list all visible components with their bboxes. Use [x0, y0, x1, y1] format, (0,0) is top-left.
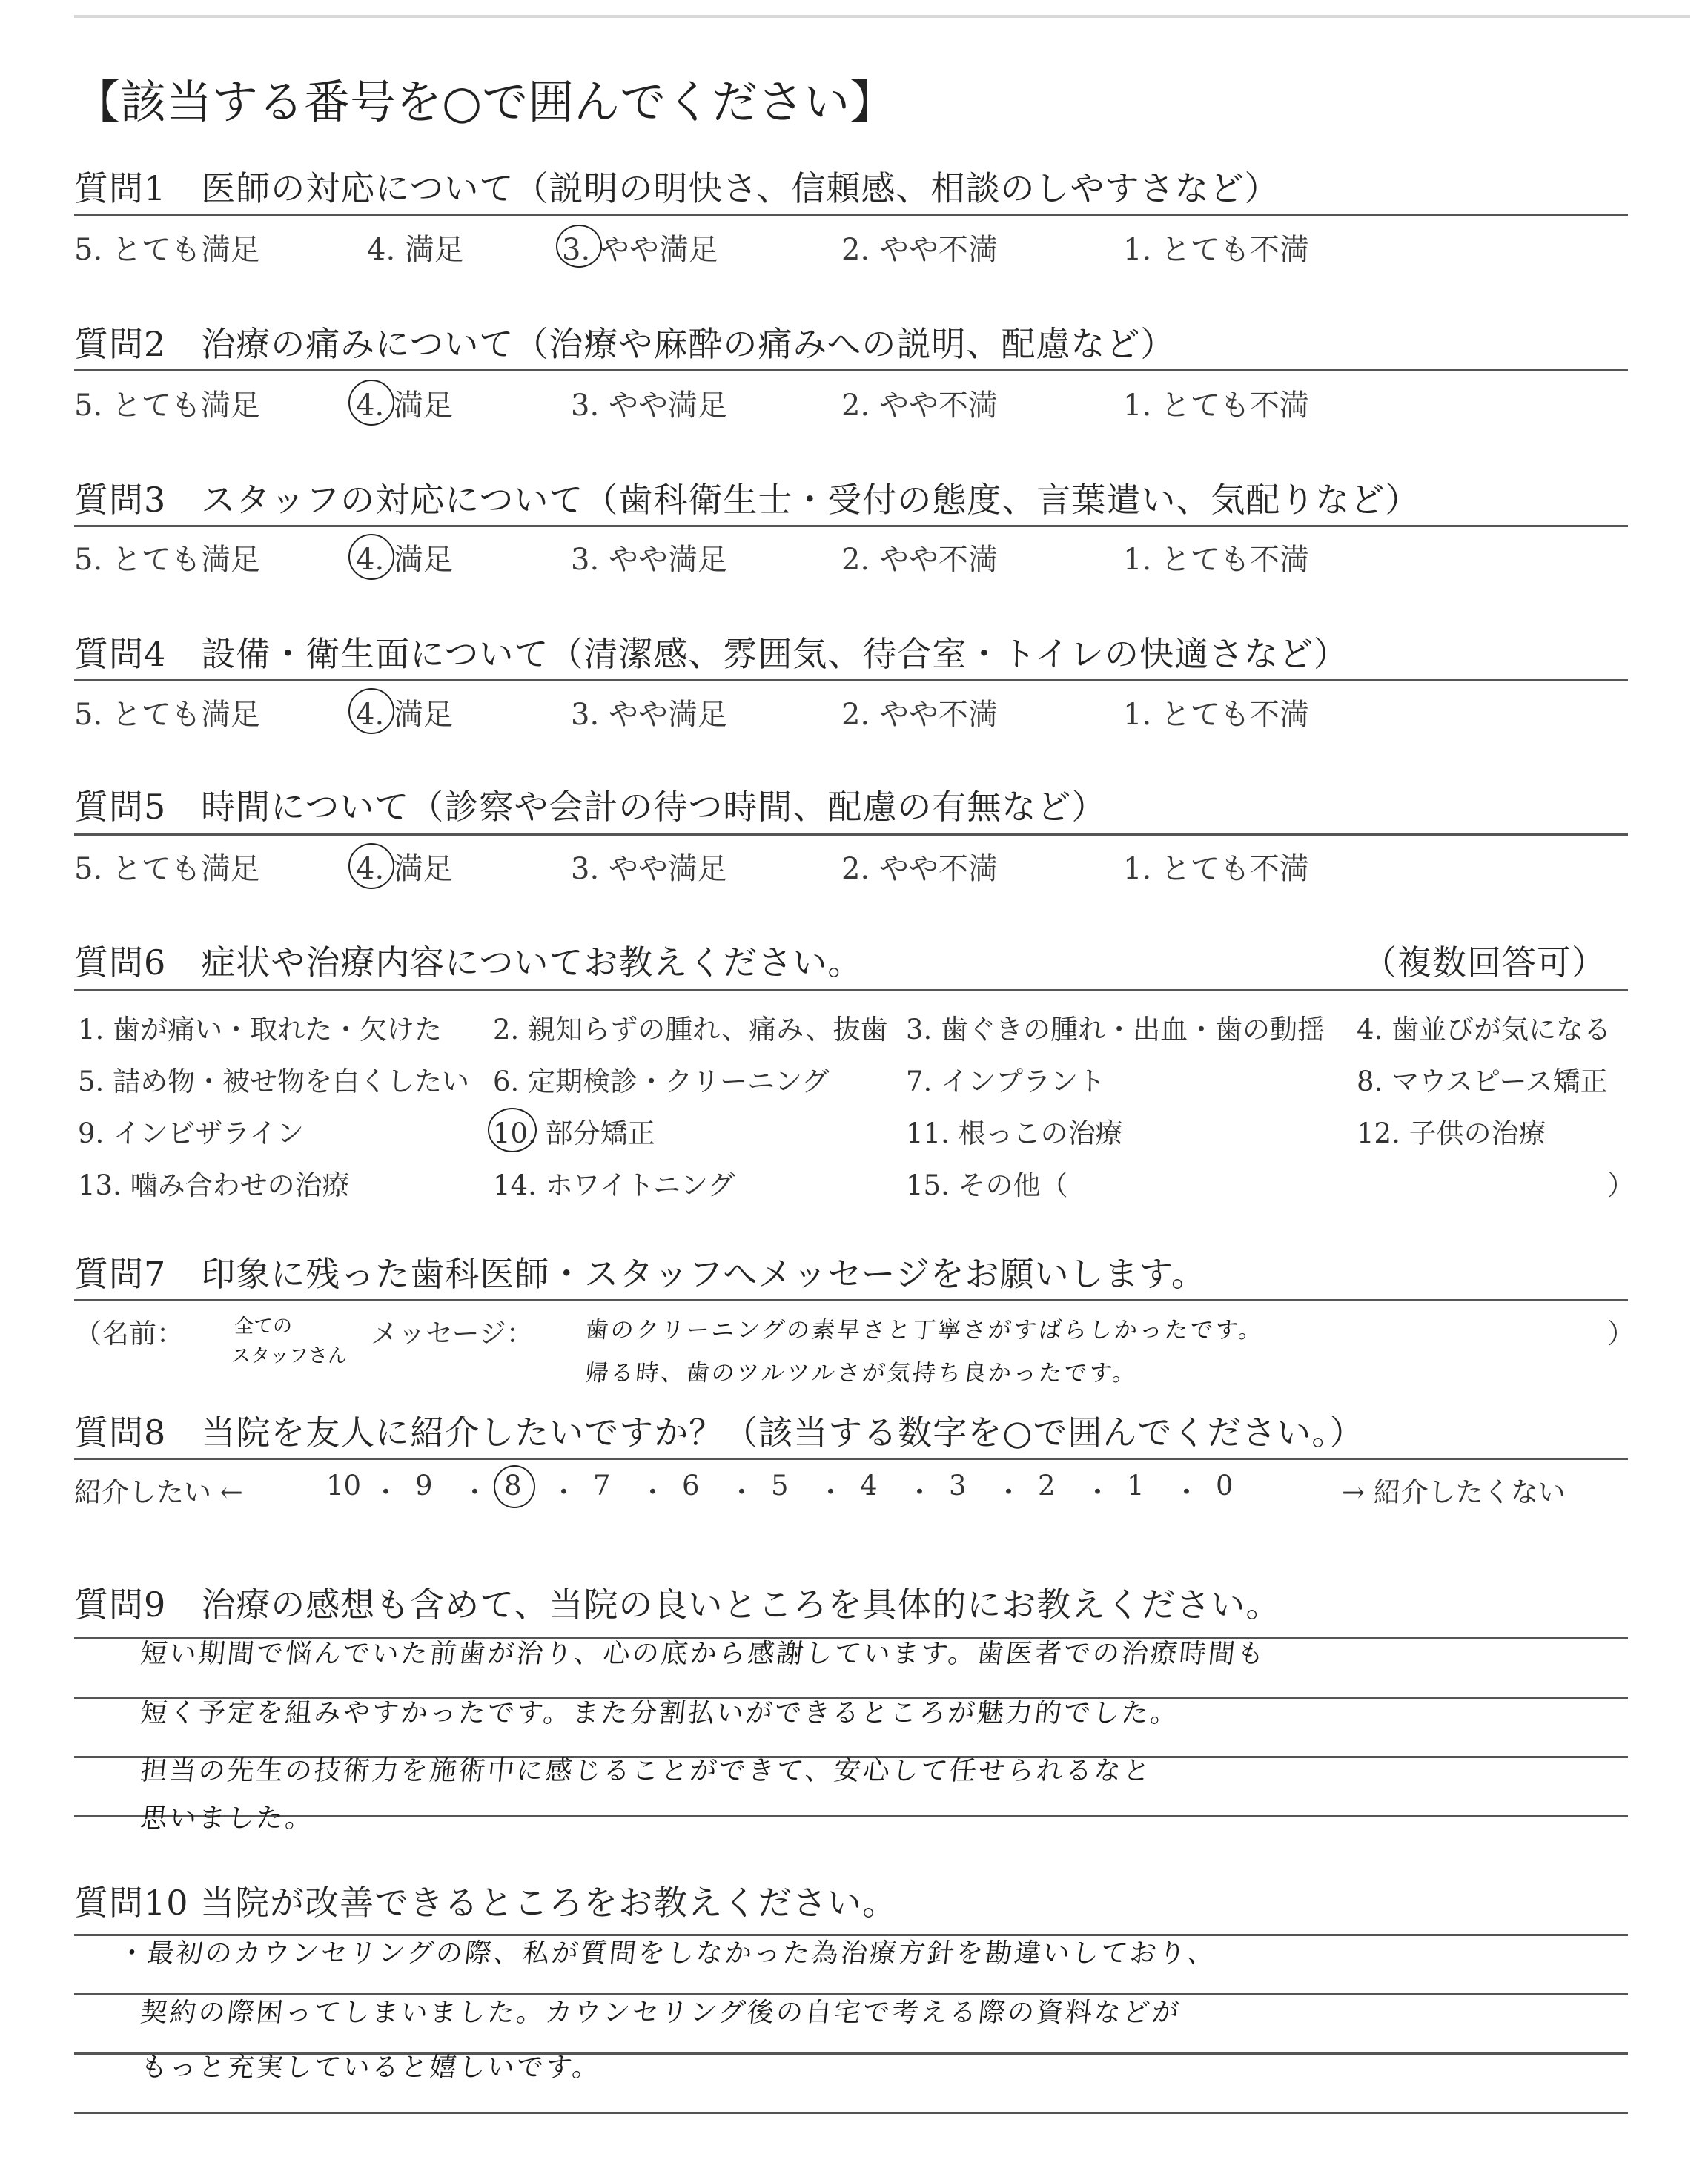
q10-rule-4 — [74, 2112, 1628, 2114]
q6-option-15-close: ） — [1607, 1169, 1635, 1201]
q4-option-3[interactable]: 3. やや満足 — [571, 698, 727, 732]
q4-rule — [74, 679, 1628, 681]
q8-scale-6[interactable]: 6 — [682, 1470, 700, 1502]
q6-option-10[interactable]: 10. 部分矯正 — [493, 1117, 655, 1149]
q6-note: （複数回答可） — [1363, 942, 1606, 982]
q8-scale-0[interactable]: 0 — [1216, 1470, 1234, 1502]
q10-answer-line-1[interactable]: ・最初のカウンセリングの際、私が質問をしなかった為治療方針を勘違いしており、 — [116, 1938, 1219, 1969]
q6-option-11[interactable]: 11. 根っこの治療 — [906, 1117, 1123, 1149]
q6-option-8[interactable]: 8. マウスピース矯正 — [1357, 1066, 1608, 1097]
q8-selection-circle — [494, 1465, 535, 1508]
q8-scale-separator: ・ — [639, 1476, 666, 1508]
q6-option-7[interactable]: 7. インプラント — [906, 1066, 1106, 1097]
q10-answer-line-2[interactable]: 契約の際困ってしまいました。カウンセリング後の自宅で考える際の資料などが — [139, 1998, 1183, 2028]
q7-rule — [74, 1299, 1628, 1301]
q3-option-5[interactable]: 5. とても満足 — [74, 543, 260, 577]
q7-message-label: メッセージ： — [371, 1318, 534, 1350]
q6-option-1[interactable]: 1. 歯が痛い・取れた・欠けた — [78, 1014, 443, 1046]
q8-scale-2[interactable]: 2 — [1038, 1470, 1056, 1502]
q8-scale-separator: ・ — [461, 1476, 489, 1508]
q5-selection-circle — [348, 843, 394, 889]
q4-label: 質問4 設備・衛生面について（清潔感、雰囲気、待合室・トイレの快適さなど） — [74, 634, 1349, 674]
q7-close-paren: ） — [1607, 1318, 1635, 1350]
q9-answer-line-4[interactable]: 思いました。 — [139, 1803, 316, 1834]
q8-scale-7[interactable]: 7 — [593, 1470, 611, 1502]
q4-selection-circle — [348, 688, 394, 734]
q5-label: 質問5 時間について（診察や会計の待つ時間、配慮の有無など） — [74, 787, 1107, 827]
q5-option-5[interactable]: 5. とても満足 — [74, 852, 260, 886]
q1-option-1[interactable]: 1. とても不満 — [1123, 233, 1309, 267]
q7-message-line-2[interactable]: 帰る時、歯のツルツルさが気持ち良かったです。 — [583, 1360, 1139, 1387]
q8-scale-separator: ・ — [1173, 1476, 1200, 1508]
q8-scale-separator: ・ — [728, 1476, 755, 1508]
q2-selection-circle — [348, 380, 394, 426]
q7-label: 質問7 印象に残った歯科医師・スタッフへメッセージをお願いします。 — [74, 1254, 1206, 1294]
q2-option-3[interactable]: 3. やや満足 — [571, 389, 727, 423]
q8-scale-separator: ・ — [1084, 1476, 1111, 1508]
q8-scale-separator: ・ — [906, 1476, 933, 1508]
q7-name-label: （名前： — [74, 1318, 184, 1350]
q9-answer-line-1[interactable]: 短い期間で悩んでいた前歯が治り、心の底から感謝しています。歯医者での治療時間も — [139, 1639, 1268, 1669]
q6-option-12[interactable]: 12. 子供の治療 — [1357, 1117, 1546, 1149]
q8-scale-separator: ・ — [550, 1476, 577, 1508]
q6-option-5[interactable]: 5. 詰め物・被せ物を白くしたい — [78, 1066, 470, 1097]
q8-rule — [74, 1458, 1628, 1460]
q2-option-2[interactable]: 2. やや不満 — [841, 389, 998, 423]
q6-option-2[interactable]: 2. 親知らずの腫れ、痛み、抜歯 — [493, 1014, 888, 1046]
q8-scale-separator: ・ — [817, 1476, 844, 1508]
q10-label: 質問10 当院が改善できるところをお教えください。 — [74, 1883, 898, 1923]
q9-answer-line-3[interactable]: 担当の先生の技術力を施術中に感じることができて、安心して任せられるなと — [139, 1756, 1154, 1786]
q8-scale-separator: ・ — [995, 1476, 1022, 1508]
q10-answer-line-3[interactable]: もっと充実していると嬉しいです。 — [139, 2052, 603, 2083]
q8-scale-1[interactable]: 1 — [1127, 1470, 1145, 1502]
q2-option-5[interactable]: 5. とても満足 — [74, 389, 260, 423]
q8-label: 質問8 当院を友人に紹介したいですか？（該当する数字を○で囲んでください。） — [74, 1413, 1365, 1453]
q8-scale-8[interactable]: 8 — [504, 1470, 522, 1502]
q6-selection-circle — [488, 1108, 537, 1152]
q4-option-5[interactable]: 5. とても満足 — [74, 698, 260, 732]
q2-rule — [74, 369, 1628, 371]
q8-scale-5[interactable]: 5 — [771, 1470, 789, 1502]
q8-scale-4[interactable]: 4 — [860, 1470, 878, 1502]
page-heading: 【該当する番号を○で囲んでください】 — [74, 75, 896, 129]
q3-option-2[interactable]: 2. やや不満 — [841, 543, 998, 577]
q1-selection-circle — [556, 225, 602, 268]
q5-option-1[interactable]: 1. とても不満 — [1123, 852, 1309, 886]
q4-option-2[interactable]: 2. やや不満 — [841, 698, 998, 732]
q2-option-4[interactable]: 4. 満足 — [356, 389, 453, 423]
q8-left-label: 紹介したい ← — [74, 1476, 243, 1508]
q3-option-1[interactable]: 1. とても不満 — [1123, 543, 1309, 577]
q1-label: 質問1 医師の対応について（説明の明快さ、信頼感、相談のしやすさなど） — [74, 168, 1280, 208]
q8-scale-3[interactable]: 3 — [949, 1470, 967, 1502]
q7-name-value-1[interactable]: 全ての — [234, 1315, 293, 1338]
q1-option-4[interactable]: 4. 満足 — [367, 233, 464, 267]
q9-label: 質問9 治療の感想も含めて、当院の良いところを具体的にお教えください。 — [74, 1585, 1281, 1625]
q9-answer-line-2[interactable]: 短く予定を組みやすかったです。また分割払いができるところが魅力的でした。 — [139, 1698, 1181, 1728]
q3-label: 質問3 スタッフの対応について（歯科衛生士・受付の態度、言葉遣い、気配りなど） — [74, 480, 1420, 520]
q6-option-3[interactable]: 3. 歯ぐきの腫れ・出血・歯の動揺 — [906, 1014, 1325, 1046]
q4-option-4[interactable]: 4. 満足 — [356, 698, 453, 732]
q8-right-label: → 紹介したくない — [1342, 1476, 1566, 1508]
q6-option-9[interactable]: 9. インビザライン — [78, 1117, 304, 1149]
q4-option-1[interactable]: 1. とても不満 — [1123, 698, 1309, 732]
q3-option-3[interactable]: 3. やや満足 — [571, 543, 727, 577]
q6-option-14[interactable]: 14. ホワイトニング — [493, 1169, 735, 1201]
q5-option-4[interactable]: 4. 満足 — [356, 852, 453, 886]
q1-rule — [74, 214, 1628, 216]
q2-label: 質問2 治療の痛みについて（治療や麻酔の痛みへの説明、配慮など） — [74, 324, 1176, 364]
q1-option-5[interactable]: 5. とても満足 — [74, 233, 260, 267]
q7-name-value-2[interactable]: スタッフさん — [231, 1345, 348, 1367]
q6-rule — [74, 989, 1628, 991]
q2-option-1[interactable]: 1. とても不満 — [1123, 389, 1309, 423]
q1-option-2[interactable]: 2. やや不満 — [841, 233, 998, 267]
q5-option-2[interactable]: 2. やや不満 — [841, 852, 998, 886]
q6-label: 質問6 症状や治療内容についてお教えください。 — [74, 942, 863, 982]
q3-rule — [74, 525, 1628, 527]
q6-option-15[interactable]: 15. その他（ — [906, 1169, 1068, 1201]
q6-option-4[interactable]: 4. 歯並びが気になる — [1357, 1014, 1612, 1046]
q3-option-4[interactable]: 4. 満足 — [356, 543, 453, 577]
q3-selection-circle — [348, 534, 394, 580]
q7-message-line-1[interactable]: 歯のクリーニングの素早さと丁寧さがすばらしかったです。 — [583, 1317, 1265, 1344]
q6-option-13[interactable]: 13. 噛み合わせの治療 — [78, 1169, 350, 1201]
scan-edge — [74, 15, 1690, 18]
q5-option-3[interactable]: 3. やや満足 — [571, 852, 727, 886]
q1-option-3[interactable]: 3. やや満足 — [562, 233, 718, 267]
q6-option-6[interactable]: 6. 定期検診・クリーニング — [493, 1066, 830, 1097]
q8-scale-10[interactable]: 10 — [326, 1470, 362, 1502]
q8-scale-9[interactable]: 9 — [415, 1470, 433, 1502]
q5-rule — [74, 833, 1628, 836]
q8-scale-separator: ・ — [372, 1476, 400, 1508]
